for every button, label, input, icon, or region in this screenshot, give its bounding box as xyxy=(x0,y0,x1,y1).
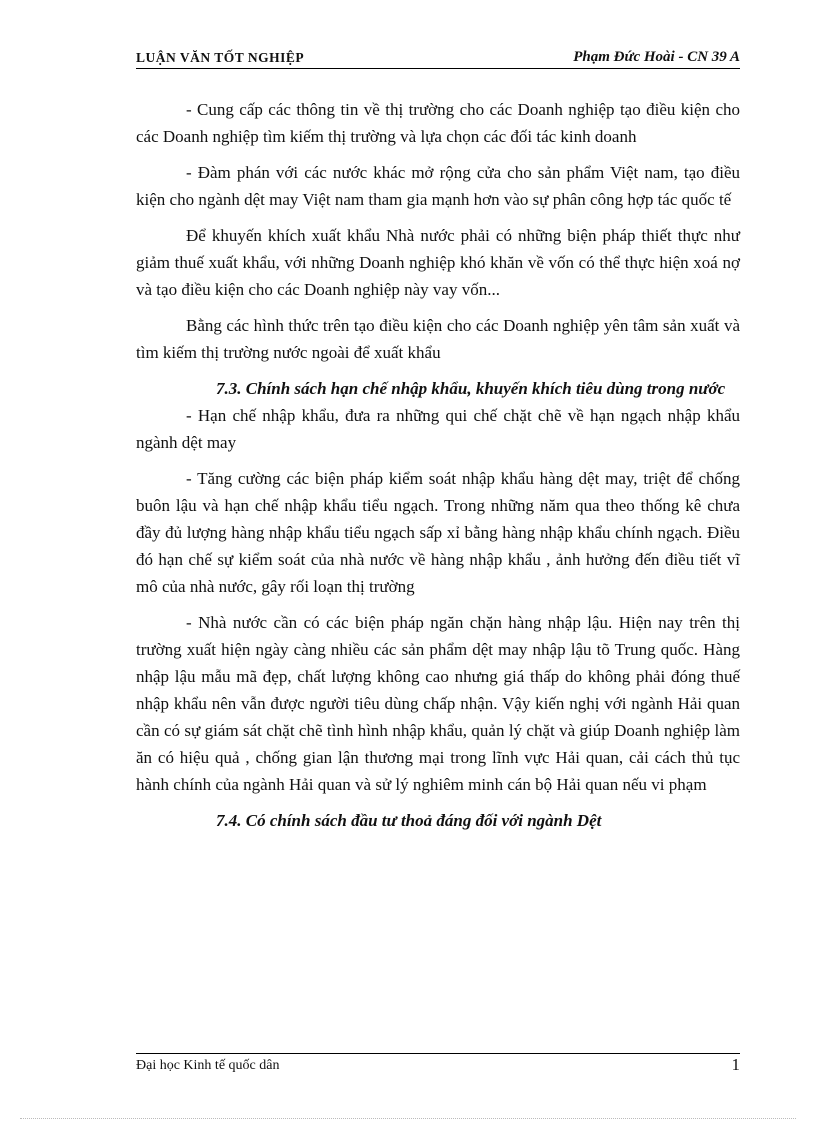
page-edge xyxy=(20,1118,796,1119)
paragraph-smuggling: - Nhà nước cần có các biện pháp ngăn chặn hàng nhập lậu. Hiện nay trên thị trường xuất hiện ngày càng nhiều các sản phẩm dệt may nhập lậu tõ Trung quốc. Hàng nhập lậu mẫu mã đẹp, chất lượng không cao nhưng giá thấp do không phải đóng thuế nhập khẩu nên vẫn được người tiêu dùng chấp nhận. Vậy kiến nghị với ngành Hải quan cần có sự giám sát chặt chẽ tình hình nhập khẩu, quản lý chặt và giúp Doanh nghiệp làm ăn có hiệu quả , chống gian lận thương mại trong lĩnh vực Hải quan, cải cách thủ tục hành chính của ngành Hải quan và sử lý nghiêm minh cán bộ Hải quan nếu vi phạm xyxy=(136,613,740,794)
thesis-label: LUẬN VĂN TỐT NGHIỆP xyxy=(136,50,305,65)
page-number: 1 xyxy=(731,1055,740,1074)
paragraph-negotiation: - Đàm phán với các nước khác mở rộng cửa cho sản phẩm Việt nam, tạo điều kiện cho ngành dệt may Việt nam tham gia mạnh hơn vào sự phân công hợp tác quốc tế xyxy=(136,163,740,209)
paragraph-control: - Tăng cường các biện pháp kiểm soát nhập khẩu hàng dệt may, triệt để chống buôn lậu và hạn chế nhập khẩu tiểu ngạch. Trong những năm qua theo thống kê chưa đầy đủ lượng hàng nhập khẩu tiểu ngạch sấp xỉ bằng hàng nhập khẩu chính ngạch. Điều đó hạn chế sự kiểm soát của nhà nước về hàng nhập khẩu , ảnh hưởng đến điều tiết vĩ mô của nhà nước, gây rối loạn thị trường xyxy=(136,469,740,596)
footer-divider xyxy=(136,1053,740,1054)
university-label: Đại học Kinh tế quốc dân xyxy=(136,1058,280,1073)
paragraph-info: - Cung cấp các thông tin về thị trường cho các Doanh nghiệp tạo điều kiện cho các Doanh nghiệp tìm kiếm thị trường và lựa chọn các đối tác kinh doanh xyxy=(136,100,740,146)
paragraph-forms: Bằng các hình thức trên tạo điều kiện cho các Doanh nghiệp yên tâm sản xuất và tìm kiếm thị trường nước ngoài để xuất khẩu xyxy=(136,316,740,362)
section-heading-7-3: 7.3. Chính sách hạn chế nhập khẩu, khuyến khích tiêu dùng trong nước xyxy=(216,379,726,398)
section-heading-7-4: 7.4. Có chính sách đầu tư thoả đáng đối với ngành Dệt xyxy=(216,811,602,830)
paragraph-export-incentive: Để khuyến khích xuất khẩu Nhà nước phải có những biện pháp thiết thực như giảm thuế xuất khẩu, với những Doanh nghiệp khó khăn về vốn có thể thực hiện xoá nợ và tạo điều kiện cho các Doanh nghiệp này vay vốn... xyxy=(136,226,740,299)
paragraph-limit-import: - Hạn chế nhập khẩu, đưa ra những qui chế chặt chẽ về hạn ngạch nhập khẩu ngành dệt may xyxy=(136,406,740,452)
page-header xyxy=(136,50,740,69)
page-body xyxy=(136,96,740,834)
author-label: Phạm Đức Hoài - CN 39 A xyxy=(573,49,740,65)
